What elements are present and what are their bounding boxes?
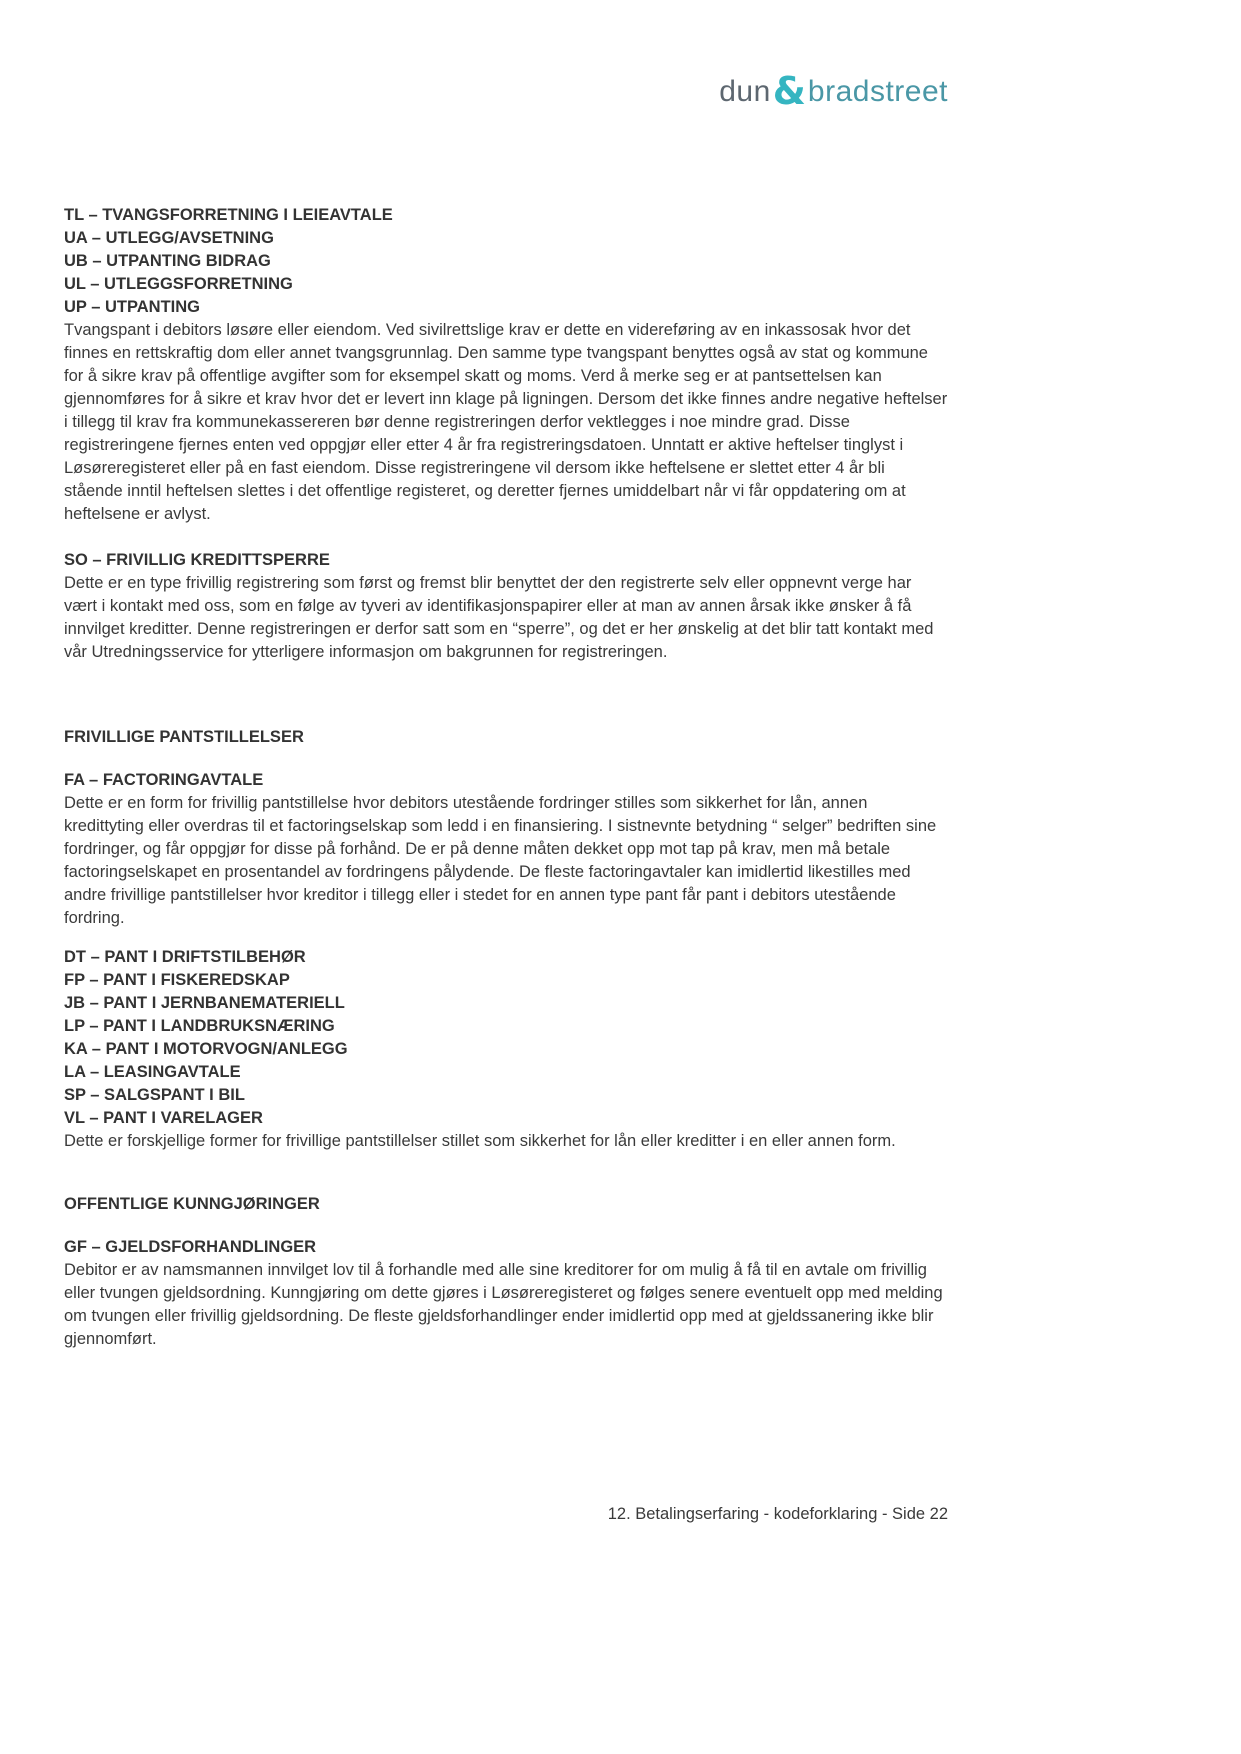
code-heading-lp: LP – PANT I LANDBRUKSNÆRING: [64, 1017, 335, 1035]
code-heading-dt: DT – PANT I DRIFTSTILBEHØR: [64, 948, 306, 966]
code-heading-fp: FP – PANT I FISKEREDSKAP: [64, 971, 290, 989]
gf-paragraph: Debitor er av namsmannen innvilget lov til å forhandle med alle sine kreditorer for om mulig å få til en avtale om frivillig eller tvungen gjeldsordning. Kunngjøring om dette gjøres i Løsøreregisteret og følges senere eventuelt opp med melding om tvungen eller frivillig gjeldsordning. De fleste gjeldsforhandlinger ender imidlertid opp med at gjeldssanering ikke blir gjennomført.: [64, 1261, 943, 1348]
code-heading-ka: KA – PANT I MOTORVOGN/ANLEGG: [64, 1040, 348, 1058]
code-heading-sp: SP – SALGSPANT I BIL: [64, 1086, 245, 1104]
logo-text-dun: dun: [719, 75, 771, 108]
code-heading-ua: UA – UTLEGG/AVSETNING: [64, 229, 274, 247]
code-heading-so: SO – FRIVILLIG KREDITTSPERRE: [64, 551, 330, 569]
section-heading-offentlige-kunngjoringer: OFFENTLIGE KUNNGJØRINGER: [64, 1195, 320, 1213]
code-heading-gf: GF – GJELDSFORHANDLINGER: [64, 1238, 317, 1256]
code-heading-ul: UL – UTLEGGSFORRETNING: [64, 275, 293, 293]
dun-bradstreet-logo: [719, 68, 948, 117]
logo-text-bradstreet: bradstreet: [807, 75, 948, 108]
pledge-paragraph: Dette er forskjellige former for frivillige pantstillelser stillet som sikkerhet for lån eller kreditter i en eller annen form.: [64, 1132, 896, 1150]
code-heading-vl: VL – PANT I VARELAGER: [64, 1109, 263, 1127]
logo-ampersand-icon: &: [772, 69, 806, 113]
enforcement-code-list: [64, 204, 948, 319]
code-heading-fa: FA – FACTORINGAVTALE: [64, 771, 264, 789]
code-heading-tl: TL – TVANGSFORRETNING I LEIEAVTALE: [64, 206, 393, 224]
enforcement-paragraph: Tvangspant i debitors løsøre eller eiendom. Ved sivilrettslige krav er dette en videreføring av en inkassosak hvor det finnes en rettskraftig dom eller annet tvangsgrunnlag. Den samme type tvangspant benyttes også av stat og kommune for å sikre krav på offentlige avgifter som for eksempel skatt og moms. Verd å merke seg er at pantsettelsen kan gjennomføres for å sikre et krav hvor det er levert inn klage på ligningen. Dersom det ikke finnes andre negative heftelser i tillegg til krav fra kommunekassereren bør denne registreringen derfor vektlegges i noe mindre grad. Disse registreringene fjernes enten ved oppgjør eller etter 4 år fra registreringsdatoen. Unntatt er aktive heftelser tinglyst i Løsøreregisteret eller på en fast eiendom. Disse registreringene vil dersom ikke heftelsene er slettet etter 4 år bli stående inntil heftelsen slettes i det offentlige registeret, og deretter fjernes umiddelbart når vi får oppdatering om at heftelsene er avlyst.: [64, 321, 948, 523]
code-heading-up: UP – UTPANTING: [64, 298, 200, 316]
logo-row: [64, 0, 948, 113]
code-heading-la: LA – LEASINGAVTALE: [64, 1063, 241, 1081]
code-heading-jb: JB – PANT I JERNBANEMATERIELL: [64, 994, 345, 1012]
pledge-code-list: [64, 946, 948, 1130]
fa-paragraph: Dette er en form for frivillig pantstillelse hvor debitors utestående fordringer stilles som sikkerhet for lån, annen kredittyting eller overdras til et factoringselskap som ledd i en finansiering. I sistnevnte betydning “ selger” bedriften sine fordringer, og får oppgjør for disse på forhånd. De er på denne måten dekket opp mot tap på krav, men må betale factoringselskapet en prosentandel av fordringens pålydende. De fleste factoringavtaler kan imidlertid likestilles med andre frivillige pantstillelser hvor kreditor i tillegg eller i stedet for en annen type pant får pant i debitors utestående fordring.: [64, 794, 937, 927]
footer-page-label: 12. Betalingserfaring - kodeforklaring - Side 22: [607, 1505, 948, 1523]
so-paragraph: Dette er en type frivillig registrering som først og fremst blir benyttet der den registrerte selv eller oppnevnt verge har vært i kontakt med oss, som en følge av tyveri av identifikasjonspapirer eller at man av annen årsak ikke ønsker å få innvilget kreditter. Denne registreringen er derfor satt som en “sperre”, og det er her ønskelig at det blir tatt kontakt med vår Utredningsservice for ytterligere informasjon om bakgrunnen for registreringen.: [64, 574, 934, 661]
section-heading-frivillige-pantstillelser: FRIVILLIGE PANTSTILLELSER: [64, 728, 304, 746]
content-column: [64, 0, 948, 1351]
code-heading-ub: UB – UTPANTING BIDRAG: [64, 252, 271, 270]
